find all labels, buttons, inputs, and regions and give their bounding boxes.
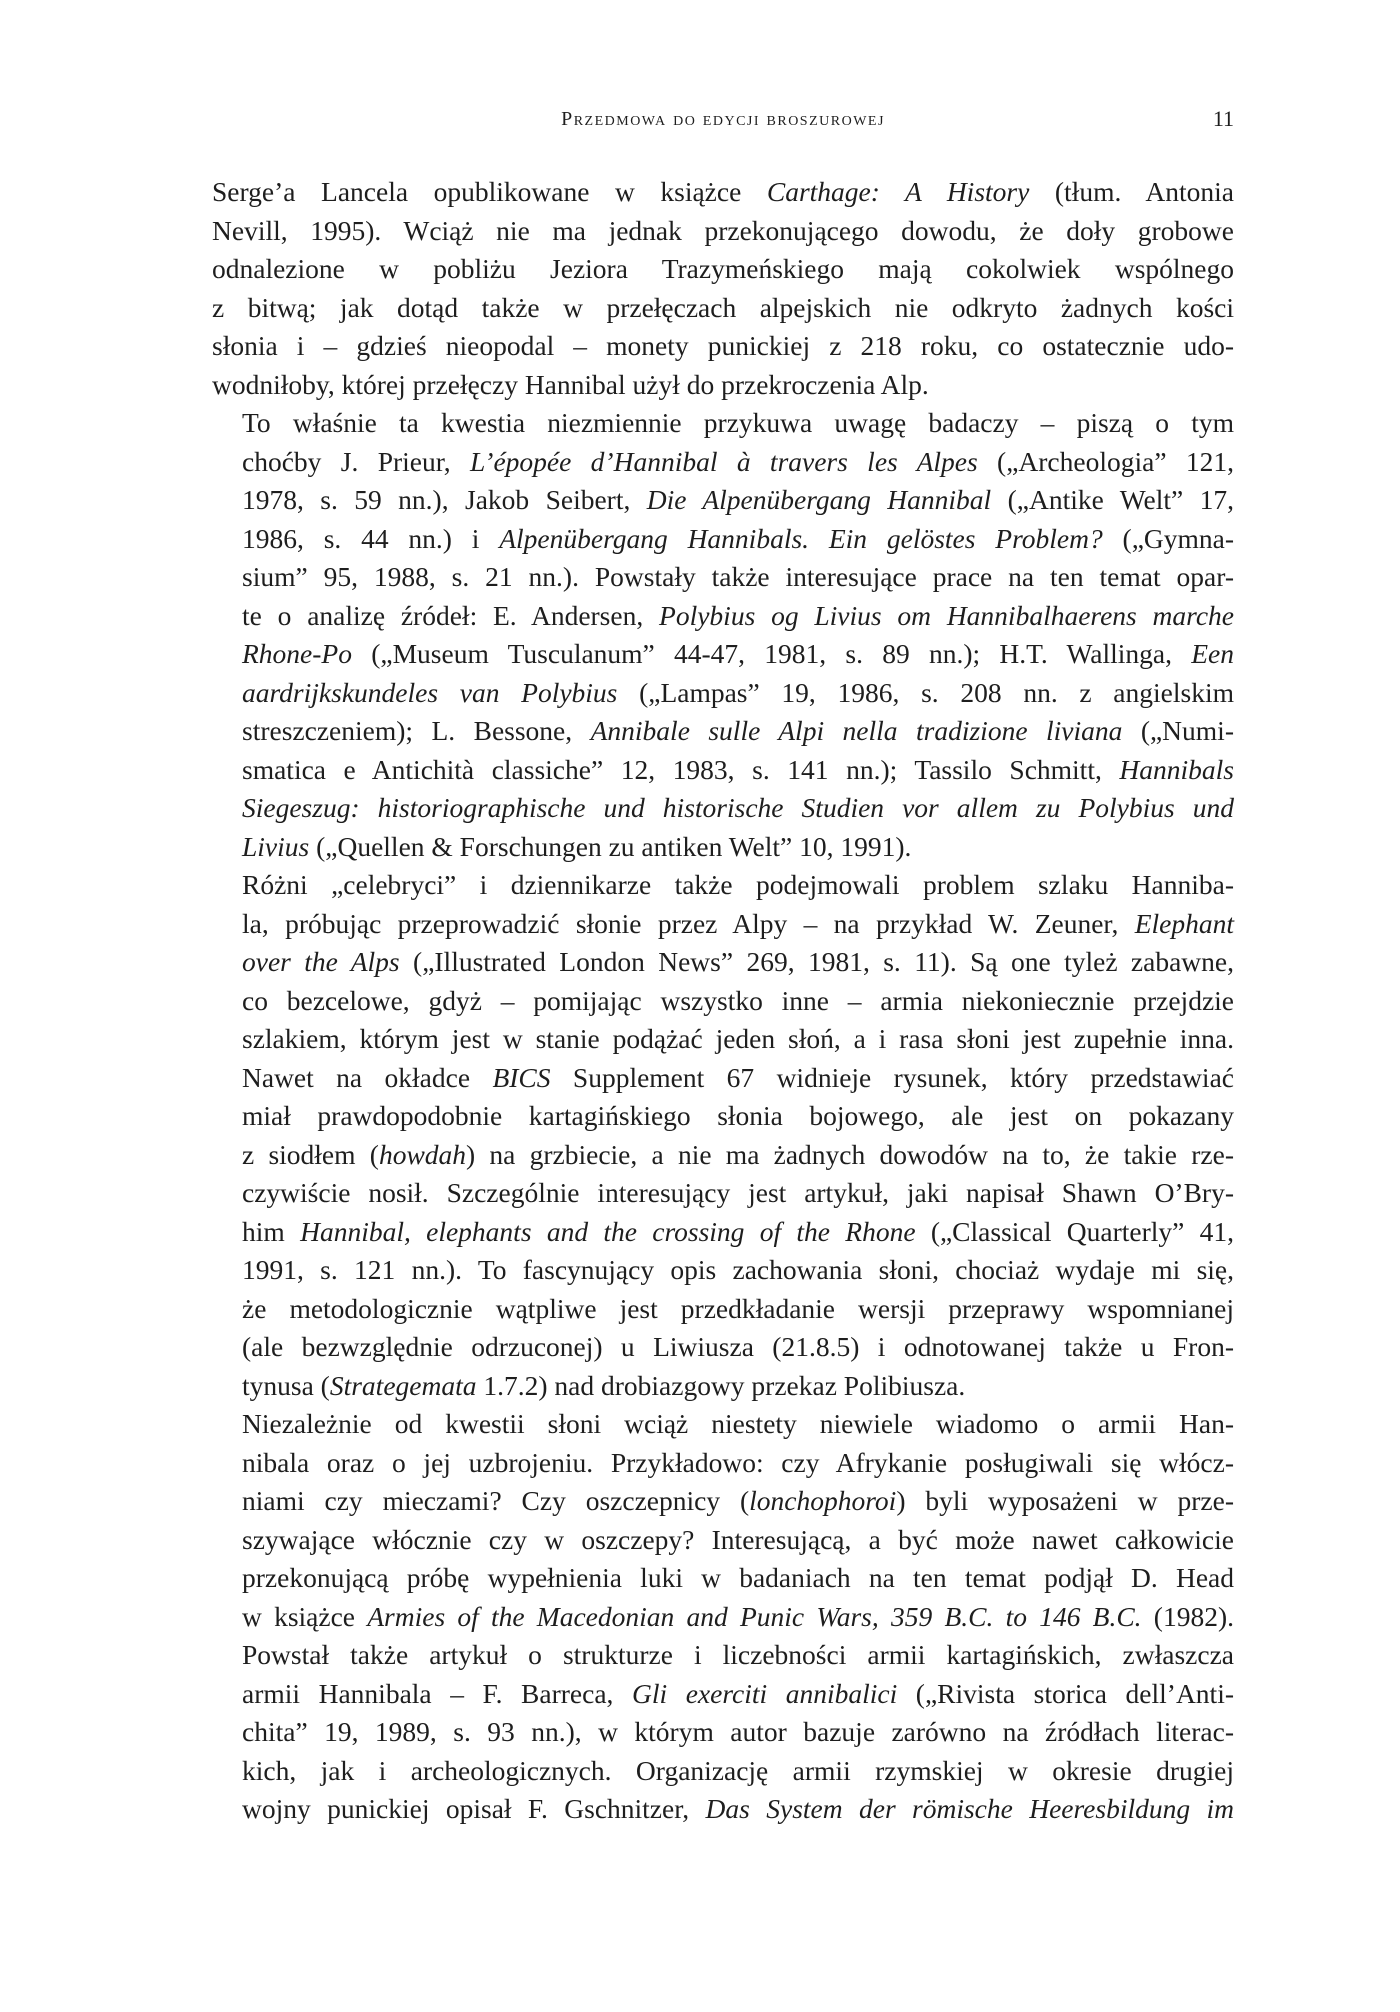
text-line	[212, 1251, 1234, 1290]
text-line	[212, 597, 1234, 636]
text-run: Powstał także artykuł o strukturze i liczebności armii kartagińskich, zwłaszcza	[242, 1639, 1234, 1670]
text-run: niami czy mieczami? Czy oszczepnicy (	[242, 1485, 750, 1516]
text-line	[212, 1444, 1234, 1483]
italic-text: Een	[1191, 638, 1234, 669]
text-line	[212, 173, 1234, 212]
text-run: słonia i – gdzieś nieopodal – monety punickiej z 218 roku, co ostatecznie udo-	[212, 330, 1234, 361]
text-run: te o analizę źródeł: E. Andersen,	[242, 599, 660, 631]
italic-text: L’épopée d’Hannibal à travers les Alpes	[470, 445, 978, 477]
text-line	[212, 905, 1234, 944]
text-line	[212, 866, 1234, 905]
text-run: tynusa (	[242, 1369, 330, 1401]
text-run: odnalezione w pobliżu Jeziora Trazymeńskiego mają cokolwiek wspólnego	[212, 253, 1234, 284]
text-run: kich, jak i archeologicznych. Organizację armii rzymskiej w okresie drugiej	[242, 1754, 1234, 1786]
text-line	[212, 443, 1234, 482]
text-run: („Quellen & Forschungen zu antiken Welt” 10, 1991).	[309, 830, 912, 862]
text-line	[212, 751, 1234, 790]
text-line	[212, 1367, 1234, 1406]
paragraph	[212, 173, 1234, 404]
text-run: czywiście nosił. Szczególnie interesujący jest artykuł, jaki napisał Shawn O’Bry-	[242, 1177, 1234, 1208]
text-run: Supplement 67 widnieje rysunek, który przedstawiać	[550, 1061, 1234, 1093]
text-run: („Gymna-	[1102, 522, 1235, 554]
italic-text: Alpenübergang Hannibals. Ein gelöstes Problem?	[499, 522, 1103, 554]
text-line	[212, 1405, 1234, 1444]
text-run: To właśnie ta kwestia niezmiennie przykuwa uwagę badaczy – piszą o tym	[242, 407, 1234, 438]
text-run: miał prawdopodobnie kartagińskiego słonia bojowego, ale jest on pokazany	[242, 1100, 1234, 1131]
text-run: (ale bezwzględnie odrzuconej) u Liwiusza (21.8.5) i odnotowanej także u Fron-	[242, 1331, 1234, 1362]
text-run: smatica e Antichità classiche” 12, 1983, s. 141 nn.); Tassilo Schmitt,	[242, 753, 1120, 785]
text-line	[212, 1482, 1234, 1521]
text-run: armii Hannibala – F. Barreca,	[242, 1677, 632, 1709]
text-line	[212, 481, 1234, 520]
text-run: la, próbując przeprowadzić słonie przez Alpy – na przykład W. Zeuner,	[242, 907, 1135, 939]
text-line	[212, 1174, 1234, 1213]
text-run: 1978, s. 59 nn.), Jakob Seibert,	[242, 484, 647, 515]
text-line	[212, 1675, 1234, 1714]
text-run: („Antike Welt” 17,	[991, 484, 1234, 515]
text-run: szywające włócznie czy w oszczepy? Interesującą, a być może nawet całkowicie	[242, 1523, 1234, 1555]
italic-text: Livius	[242, 830, 310, 862]
text-run: („Numi-	[1122, 715, 1234, 746]
text-line	[212, 404, 1234, 443]
text-run: Różni „celebryci” i dziennikarze także podejmowali problem szlaku Hanniba-	[242, 869, 1234, 900]
italic-text: Das System der römische Heeresbildung im	[705, 1793, 1234, 1824]
paragraph	[212, 404, 1234, 866]
text-line	[212, 212, 1234, 251]
text-run: 1.7.2) nad drobiazgowy przekaz Polibiusza.	[476, 1369, 966, 1401]
text-run: („Archeologia” 121,	[977, 445, 1234, 477]
text-line	[212, 1059, 1234, 1098]
italic-text: Strategemata	[329, 1369, 477, 1401]
italic-text: howdah	[378, 1138, 467, 1170]
text-run: z bitwą; jak dotąd także w przełęczach alpejskich nie odkryto żadnych kości	[212, 291, 1234, 323]
text-run: („Rivista storica dell’Anti-	[897, 1677, 1234, 1709]
italic-text: aardrijkskundeles van Polybius	[242, 676, 618, 708]
paragraph	[212, 1405, 1234, 1829]
text-run: 1986, s. 44 nn.) i	[242, 522, 500, 554]
text-run: (tłum. Antonia	[1029, 176, 1234, 207]
text-line	[212, 327, 1234, 366]
text-run: ) byli wyposażeni w prze-	[896, 1485, 1234, 1516]
text-run: w książce	[242, 1600, 368, 1632]
text-run: („Lampas” 19, 1986, s. 208 nn. z angielskim	[617, 676, 1234, 708]
italic-text: Armies of the Macedonian and Punic Wars, 359 B.C. to 146 B.C.	[367, 1600, 1142, 1632]
text-run: choćby J. Prieur,	[242, 445, 471, 477]
page-number: 11	[1212, 106, 1234, 131]
text-line	[212, 1097, 1234, 1136]
text-run: szlakiem, którym jest w stanie podążać jeden słoń, a i rasa słoni jest zupełnie inna.	[242, 1023, 1234, 1054]
text-line	[212, 1598, 1234, 1637]
italic-text: Carthage: A History	[766, 176, 1030, 207]
text-line	[212, 1713, 1234, 1752]
italic-text: Annibale sulle Alpi nella tradizione liviana	[590, 715, 1123, 746]
paragraph	[212, 866, 1234, 1405]
text-run: wojny punickiej opisał F. Gschnitzer,	[242, 1793, 706, 1824]
text-line	[212, 1790, 1234, 1829]
italic-text: Die Alpenübergang Hannibal	[646, 484, 992, 515]
text-line	[212, 712, 1234, 751]
italic-text: Polybius og Livius om Hannibalhaerens marche	[659, 599, 1235, 631]
italic-text: Hannibals	[1119, 753, 1234, 785]
running-head	[212, 104, 1234, 134]
text-line	[212, 1636, 1234, 1675]
text-run: chita” 19, 1989, s. 93 nn.), w którym autor bazuje zarówno na źródłach literac-	[242, 1716, 1234, 1747]
text-line	[212, 289, 1234, 328]
text-line	[212, 1752, 1234, 1791]
italic-text: Siegeszug: historiographische und historische Studien vor allem zu Polybius und	[242, 792, 1234, 823]
italic-text: Gli exerciti annibalici	[632, 1677, 898, 1709]
italic-text: BICS	[492, 1061, 551, 1093]
text-line	[212, 943, 1234, 982]
text-run: streszczeniem); L. Bessone,	[242, 715, 591, 746]
running-title: Przedmowa do edycji broszurowej	[561, 108, 885, 130]
text-line	[212, 250, 1234, 289]
text-run: him	[242, 1215, 301, 1247]
text-run: („Illustrated London News” 269, 1981, s. 11). Są one tyleż zabawne,	[399, 946, 1234, 977]
text-run: Nawet na okładce	[242, 1061, 493, 1093]
text-line	[212, 982, 1234, 1021]
text-line	[212, 1290, 1234, 1329]
italic-text: Rhone-Po	[242, 638, 352, 669]
italic-text: Hannibal, elephants and the crossing of the Rhone	[300, 1215, 916, 1247]
text-line	[212, 1559, 1234, 1598]
text-run: Nevill, 1995). Wciąż nie ma jednak przekonującego dowodu, że doły grobowe	[212, 214, 1234, 246]
body-text	[212, 173, 1234, 1829]
text-line	[212, 1213, 1234, 1252]
text-line	[212, 558, 1234, 597]
text-run: sium” 95, 1988, s. 21 nn.). Powstały także interesujące prace na ten temat opar-	[242, 561, 1234, 592]
text-run: („Classical Quarterly” 41,	[915, 1215, 1234, 1247]
text-line	[212, 635, 1234, 674]
text-run: Serge’a Lancela opublikowane w książce	[212, 176, 767, 207]
text-run: co bezcelowe, gdyż – pomijając wszystko inne – armia niekoniecznie przejdzie	[242, 984, 1234, 1016]
text-run: ) na grzbiecie, a nie ma żadnych dowodów na to, że takie rze-	[466, 1138, 1234, 1170]
text-line	[212, 520, 1234, 559]
text-run: wodniłoby, której przełęczy Hannibal użył do przekroczenia Alp.	[212, 368, 929, 400]
text-line	[212, 366, 1234, 405]
text-run: (1982).	[1141, 1600, 1234, 1632]
text-line	[212, 828, 1234, 867]
text-run: z siodłem (	[242, 1138, 379, 1170]
text-run: („Museum Tusculanum” 44-47, 1981, s. 89 nn.); H.T. Wallinga,	[351, 638, 1192, 669]
text-line	[212, 1521, 1234, 1560]
text-run: przekonującą próbę wypełnienia luki w badaniach na ten temat podjął D. Head	[242, 1562, 1234, 1593]
text-run: że metodologicznie wątpliwe jest przedkładanie wersji przeprawy wspomnianej	[242, 1292, 1234, 1324]
text-run: nibala oraz o jej uzbrojeniu. Przykładowo: czy Afrykanie posługiwali się włócz-	[242, 1446, 1234, 1478]
italic-text: lonchophoroi	[749, 1485, 897, 1516]
italic-text: over the Alps	[242, 946, 400, 977]
text-run: Niezależnie od kwestii słoni wciąż niestety niewiele wiadomo o armii Han-	[242, 1408, 1234, 1439]
text-line	[212, 674, 1234, 713]
text-run: 1991, s. 121 nn.). To fascynujący opis zachowania słoni, chociaż wydaje mi się,	[242, 1254, 1234, 1285]
italic-text: Elephant	[1134, 907, 1234, 939]
text-line	[212, 1020, 1234, 1059]
text-line	[212, 789, 1234, 828]
text-line	[212, 1328, 1234, 1367]
text-line	[212, 1136, 1234, 1175]
